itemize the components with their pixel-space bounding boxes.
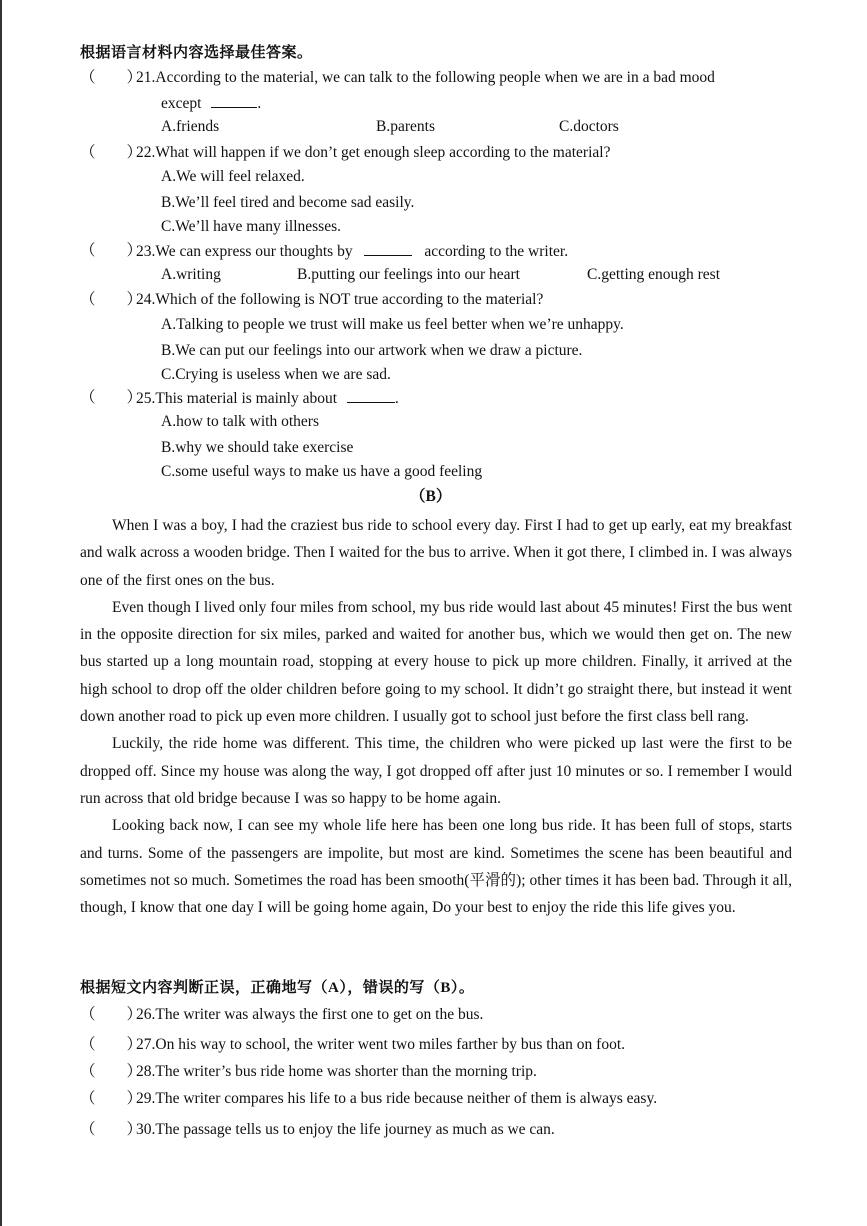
question-23-stem-post: according to the writer.	[424, 243, 569, 260]
page-left-edge	[0, 0, 2, 1226]
question-22-option-c: C.We’ll have many illnesses.	[161, 218, 341, 235]
question-21-stem: 21.According to the material, we can talk to the following people when we are in a bad mood	[136, 69, 715, 86]
question-23-option-b: B.putting our feelings into our heart	[297, 266, 520, 283]
question-23-stem-wrap	[136, 242, 568, 262]
answer-bracket-29[interactable]: （ ）	[80, 1090, 143, 1107]
statement-29: 29.The writer compares his life to a bus ride because neither of them is always easy.	[136, 1090, 658, 1107]
question-23-stem: 23.We can express our thoughts by	[136, 243, 353, 260]
answer-bracket-28[interactable]: （ ）	[80, 1063, 143, 1080]
question-21-option-c: C.doctors	[559, 118, 619, 135]
question-23-option-a: A.writing	[161, 266, 221, 283]
passage-paragraph-3: Luckily, the ride home was different. This time, the children who were picked up last were the first to be dropped off. Since my house was along the way, I got dropped off after just 10 minutes or so. I remember I would run across that old bridge because I was so happy to be home again.	[80, 735, 792, 807]
question-25-option-b: B.why we should take exercise	[161, 439, 354, 456]
statement-27: 27.On his way to school, the writer went two miles farther by bus than on foot.	[136, 1036, 626, 1053]
question-25-blank	[347, 389, 395, 403]
answer-bracket-22[interactable]: （ ）	[80, 144, 143, 161]
answer-bracket-21[interactable]: （ ）	[80, 69, 143, 86]
question-22-option-b: B.We’ll feel tired and become sad easily.	[161, 194, 415, 211]
question-25-option-a: A.how to talk with others	[161, 413, 319, 430]
passage-paragraph-4: Looking back now, I can see my whole life here has been one long bus ride. It has been full of stops, starts and turns. Some of the passengers are impolite, but most are kind. Sometimes the scene has been beautiful and sometimes not so much. Sometimes the road has been smooth(平滑的); other times it has been bad. Through it all, though, I know that one day I will be going home again, Do your best to enjoy the ride this life gives you.	[80, 817, 792, 917]
statement-30: 30.The passage tells us to enjoy the life journey as much as we can.	[136, 1121, 555, 1138]
answer-bracket-23[interactable]: （ ）	[80, 242, 143, 259]
question-24-option-c: C.Crying is useless when we are sad.	[161, 366, 391, 383]
question-21-stem-end: .	[257, 95, 262, 112]
question-25-stem-wrap	[136, 389, 399, 409]
question-24-option-a: A.Talking to people we trust will make us feel better when we’re unhappy.	[161, 316, 624, 333]
statement-26: 26.The writer was always the first one to get on the bus.	[136, 1006, 484, 1023]
question-25-option-c: C.some useful ways to make us have a good feeling	[161, 463, 483, 480]
question-25-stem: 25.This material is mainly about	[136, 390, 338, 407]
section-b-instruction: 根据短文内容判断正误，正确地写（A），错误的写（B）。	[80, 980, 475, 996]
question-22-option-a: A.We will feel relaxed.	[161, 168, 305, 185]
question-21-stem-cont	[161, 94, 261, 114]
answer-bracket-30[interactable]: （ ）	[80, 1121, 143, 1138]
passage	[80, 512, 792, 921]
question-23-option-c: C.getting enough rest	[587, 266, 721, 283]
answer-bracket-26[interactable]: （ ）	[80, 1006, 143, 1023]
statement-28: 28.The writer’s bus ride home was shorter than the morning trip.	[136, 1063, 537, 1080]
section-b-title: （B）	[410, 488, 452, 505]
question-24-option-b: B.We can put our feelings into our artwork when we draw a picture.	[161, 342, 583, 359]
question-21-option-a: A.friends	[161, 118, 220, 135]
passage-paragraph-1: When I was a boy, I had the craziest bus ride to school every day. First I had to get up early, eat my breakfast and walk across a wooden bridge. Then I waited for the bus to arrive. When it got there, I climbed in. I was always one of the first ones on the bus.	[80, 517, 792, 589]
question-22-stem: 22.What will happen if we don’t get enough sleep according to the material?	[136, 144, 611, 161]
question-23-blank	[364, 242, 412, 256]
passage-paragraph-2: Even though I lived only four miles from school, my bus ride would last about 45 minutes! First the bus went in the opposite direction for six miles, parked and waited for another bus, which we would then get on. The new bus started up a long mountain road, stopping at every house to pick up more children. Finally, it arrived at the high school to drop off the older children before going to my school. It didn’t go straight there, but instead it went down another road to pick up even more children. I usually got to school just before the first class bell rang.	[80, 598, 792, 726]
section-a-instruction: 根据语言材料内容选择最佳答案。	[80, 45, 313, 61]
answer-bracket-25[interactable]: （ ）	[80, 389, 143, 406]
answer-bracket-27[interactable]: （ ）	[80, 1036, 143, 1053]
question-21-stem-line2: except	[161, 95, 202, 112]
question-25-stem-end: .	[394, 390, 399, 407]
question-24-stem: 24.Which of the following is NOT true according to the material?	[136, 291, 544, 308]
answer-bracket-24[interactable]: （ ）	[80, 291, 143, 308]
question-21-option-b: B.parents	[376, 118, 435, 135]
question-21-blank	[211, 94, 257, 108]
